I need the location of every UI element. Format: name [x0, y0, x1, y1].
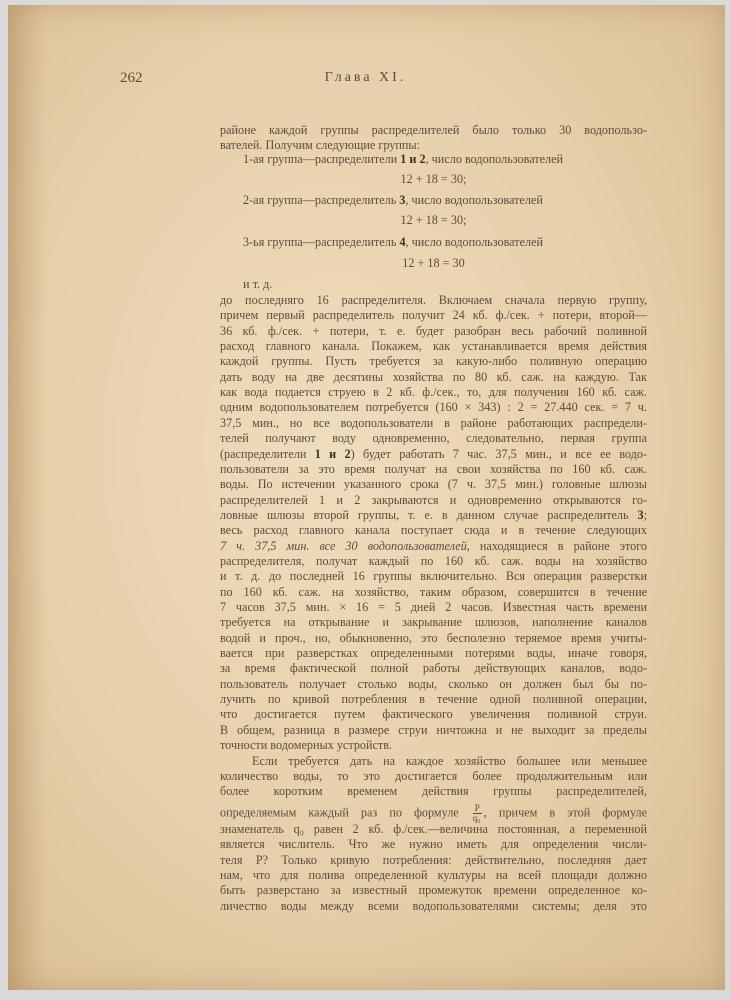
text-segment: , причем в этой формуле: [483, 804, 647, 819]
text-line: что достигается путем фактического увеличения поливной струи.: [220, 707, 647, 722]
text-line: является числитель. Что же нужно иметь для определения числи-: [220, 837, 647, 852]
text-line: [220, 447, 647, 462]
text-line: весь расход главного канала поступает сюда и в течение следующих: [220, 523, 647, 538]
text-segment: определяемым каждый раз по формуле: [220, 804, 471, 819]
text-line: каждой группы. Пусть требуется за какую-либо поливную операцию: [220, 354, 647, 369]
text-line: [220, 539, 647, 554]
text-line: личество воды между всеми водопользователями системы; деля это: [220, 898, 647, 913]
text-line: дать воду на две десятины хозяйства по 80 кб. саж. на каждую. Так: [220, 369, 647, 384]
text-segment: 2-ая группа—распределитель: [243, 193, 400, 207]
text-line: [243, 193, 647, 208]
fraction-numerator: P: [474, 802, 480, 813]
bold-text: 1 и 2: [400, 152, 426, 166]
text-line: 12 + 18 = 30;: [400, 172, 467, 186]
text-line: и т. д. до последней 16 группы включительно. Вся операция разверстки: [220, 569, 647, 584]
text-line: и т. д.: [243, 277, 273, 291]
text-line: теля P? Только кривую потребления: действительно, последняя дает: [220, 852, 647, 867]
text-line: знаменатель q₀ равен 2 кб. ф./сек.—величина постоянная, а переменной: [220, 821, 647, 836]
text-line: одним водопользователем потребуется (160 × 343) : 2 = 27.440 сек. = 7 ч.: [220, 400, 647, 415]
text-line: районе каждой группы распределителей было только 30 водопользо-: [220, 123, 647, 137]
text-segment: ;: [643, 507, 647, 522]
text-line: быть разверстано за известный промежуток времени определенное ко-: [220, 883, 647, 898]
text-line: 37,5 мин., но все водопользователи в районе работающих распредели-: [220, 415, 647, 430]
chapter-title: Глава XI.: [324, 70, 407, 85]
formula-fraction: [473, 804, 482, 823]
text-line: требуется на открывание и закрывание шлюзов, наполнение каналов: [220, 615, 647, 630]
text-line: распределителей 1 и 2 закрываются и одновременно открываются го-: [220, 492, 647, 507]
text-line: количество воды, то это достигается более продолжительным или: [220, 768, 647, 783]
text-line: по 160 кб. саж. на хозяйство, таким образом, совершится в течение: [220, 584, 647, 599]
text-segment: 3-ья группа—распределитель: [243, 235, 400, 249]
text-line: воды. По истечении указанного срока (7 ч. 37,5 мин.) головные шлюзы: [220, 477, 647, 492]
text-segment: находящиеся в районе этого: [469, 538, 647, 553]
text-segment: , число водопользователей: [425, 152, 564, 166]
text-line: водой и проч., но, обыкновенно, это бесполезно теряемое время учиты-: [220, 630, 647, 645]
text-segment: ) будет работать 7 час. 37,5 мин., и все ее водо-: [350, 446, 647, 461]
italic-text: 7 ч. 37,5 мин. все 30 водопользователей,: [220, 538, 470, 553]
text-line: вателей. Получим следующие группы:: [220, 138, 420, 152]
text-line: В общем, разница в размере струи ничтожна и не выходит за пределы: [220, 722, 647, 737]
text-line: Если требуется дать на каждое хозяйство большее или меньшее: [252, 753, 647, 768]
page-number: 262: [120, 70, 143, 86]
text-line: расход главного канала. Покажем, как устанавливается время действия: [220, 339, 647, 354]
text-line: [220, 508, 647, 523]
text-segment: , число водопользователей: [405, 193, 543, 207]
text-segment: ловные шлюзы второй группы, т. е. в данном случае распределитель: [220, 507, 638, 522]
text-segment: (распределители: [220, 446, 315, 461]
fraction-denominator: q₀: [472, 812, 481, 823]
text-line: как вода подается струею в 2 кб. ф./сек., то, для получения 160 кб. саж.: [220, 385, 647, 400]
text-line: телей получают воду одновременно, следовательно, первая группа: [220, 431, 647, 446]
bold-text: 4: [399, 235, 406, 249]
text-line: до последняго 16 распределителя. Включаем сначала первую группу,: [220, 293, 647, 307]
text-line: распределителя, получат каждый по 160 кб. саж. воды на хозяйство: [220, 553, 647, 568]
text-line: [243, 235, 647, 250]
text-segment: 1-ая группа—распределители: [243, 152, 401, 166]
text-segment: , число водопользователей: [405, 235, 544, 249]
bold-text: 3: [637, 507, 644, 522]
text-line: за время фактической полной работы действующих каналов, водо-: [220, 661, 647, 676]
text-line: нам, что для полива определенной культуры на всей площади должно: [220, 867, 647, 882]
text-line: точности водомерных устройств.: [220, 738, 393, 753]
text-line: лучить по кривой потребления в течение одной поливной операции,: [220, 692, 647, 707]
text-line: более коротким временем действия группы распределителей,: [220, 784, 647, 799]
text-line: причем первый распределитель получит 24 кб. ф./сек. + потери, второй—: [220, 308, 647, 323]
bold-text: 3: [399, 193, 406, 207]
text-line: 12 + 18 = 30;: [400, 213, 467, 227]
bold-text: 1 и 2: [314, 446, 351, 461]
text-line: [243, 152, 647, 167]
text-line: 36 кб. ф./сек. + потери, т. е. будет разобран весь рабочий поливной: [220, 323, 647, 338]
text-line: пользователи за это время получат на свои хозяйства по 160 кб. саж.: [220, 461, 647, 476]
text-line: 12 + 18 = 30: [402, 256, 465, 270]
text-line: пользователь получает столько воды, сколько он должен был бы по-: [220, 676, 647, 691]
text-line: 7 часов 37,5 мин. × 16 = 5 дней 2 часов. Известная часть времени: [220, 600, 647, 614]
text-line: [220, 804, 647, 823]
text-line: вается при разверстках определенными потерями воды, иначе говоря,: [220, 646, 647, 661]
